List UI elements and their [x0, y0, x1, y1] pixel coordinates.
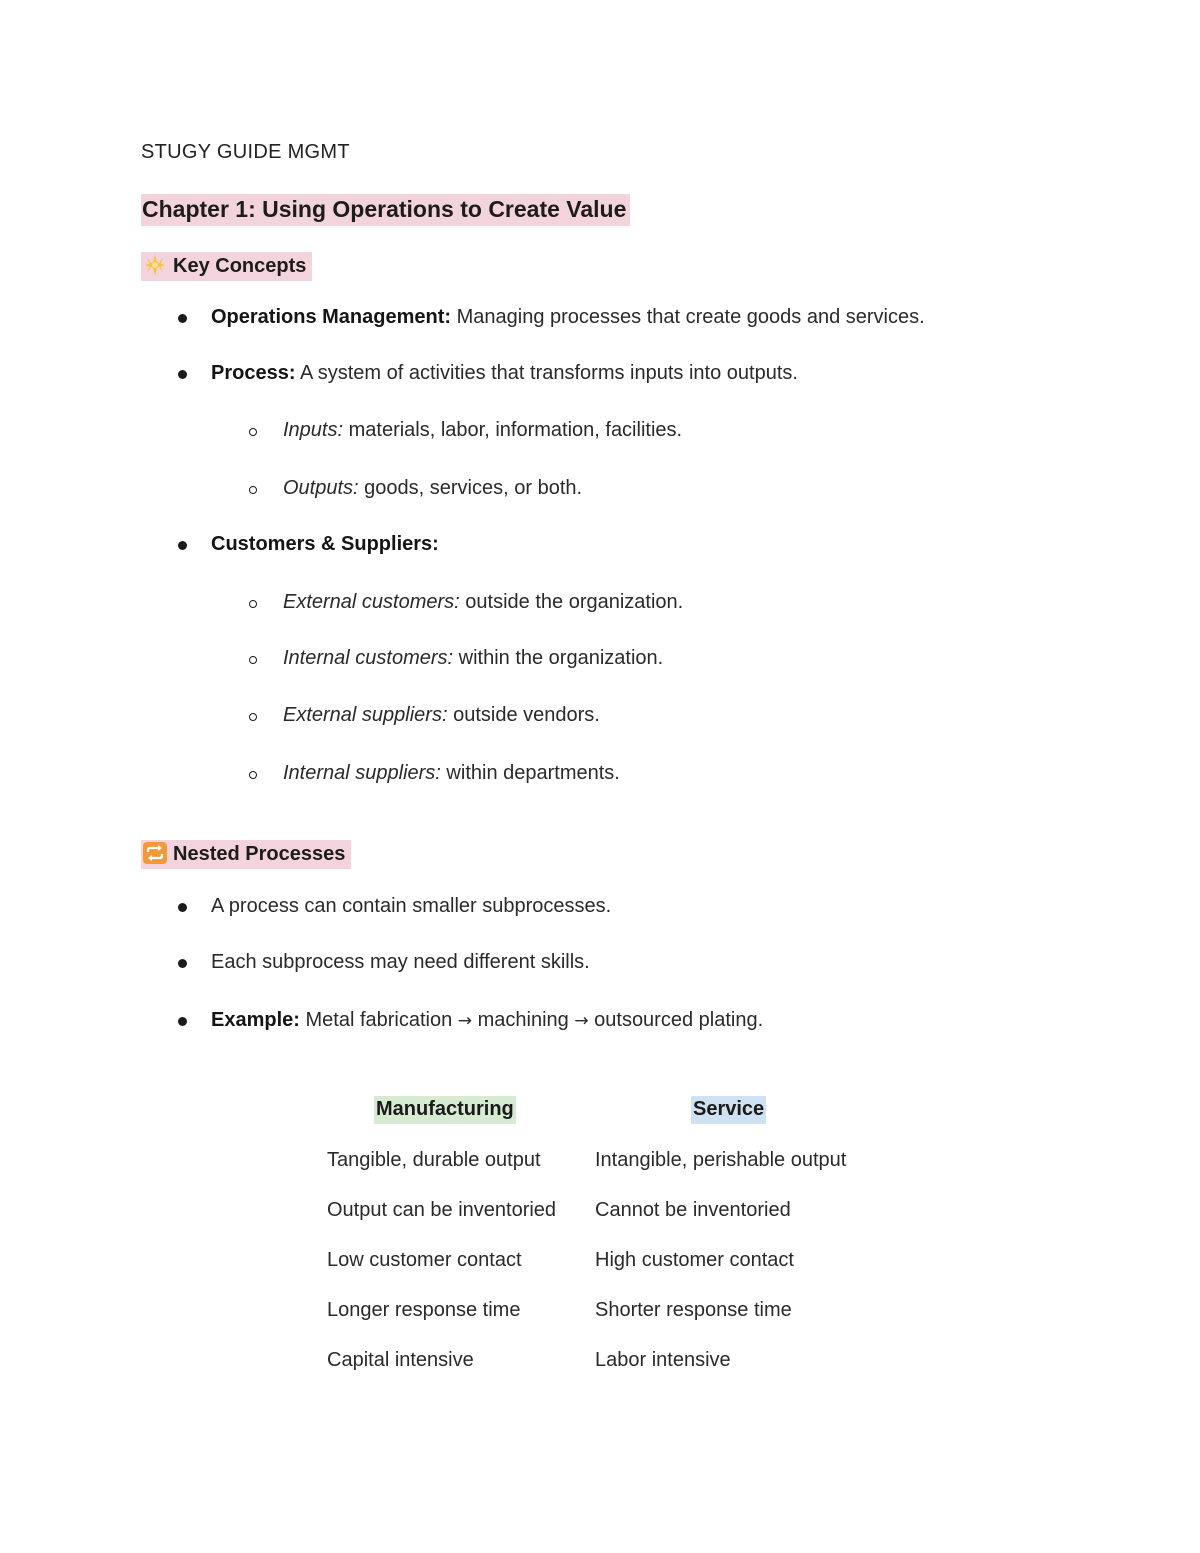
document-title: STUGY GUIDE MGMT: [141, 141, 350, 163]
list-item-skills: Each subprocess may need different skills.: [211, 951, 590, 973]
table-cell: Output can be inventoried: [327, 1199, 557, 1221]
table-cell: Capital intensive: [327, 1349, 474, 1371]
table-cell: Low customer contact: [327, 1249, 522, 1271]
table-cell: Shorter response time: [595, 1299, 792, 1321]
bullet-ring: [249, 771, 257, 779]
list-item-process: Process: A system of activities that transforms inputs into outputs.: [211, 362, 798, 384]
bullet-ring: [249, 656, 257, 664]
table-cell: Intangible, perishable output: [595, 1149, 847, 1171]
bullet-dot: [178, 370, 187, 379]
bullet-dot: [178, 959, 187, 968]
bullet-ring: [249, 713, 257, 721]
list-item-operations-management: Operations Management: Managing processes that create goods and services.: [211, 306, 925, 328]
sub-item-internal-suppliers: Internal suppliers: within departments.: [283, 762, 620, 784]
key-concepts-heading: [141, 252, 312, 281]
table-cell: Labor intensive: [595, 1349, 731, 1371]
bullet-dot: [178, 1017, 187, 1026]
list-item-subprocesses: A process can contain smaller subprocesses.: [211, 895, 612, 917]
table-header-service: Service: [691, 1096, 766, 1124]
right-arrow-icon: →: [457, 1011, 473, 1031]
bullet-ring: [249, 486, 257, 494]
list-item-example: Example: Metal fabrication → machining → outsourced plating.: [211, 1009, 764, 1031]
chapter-heading: Chapter 1: Using Operations to Create Value: [141, 194, 630, 226]
nested-processes-heading-text: Nested Processes: [173, 843, 346, 865]
table-cell: High customer contact: [595, 1249, 794, 1271]
bullet-ring: [249, 428, 257, 436]
sparkle-icon: [143, 254, 167, 276]
table-cell: Cannot be inventoried: [595, 1199, 791, 1221]
table-cell: Tangible, durable output: [327, 1149, 541, 1171]
sub-item-external-suppliers: External suppliers: outside vendors.: [283, 704, 600, 726]
list-item-customers-suppliers: Customers & Suppliers:: [211, 533, 439, 555]
table-header-manufacturing: Manufacturing: [374, 1096, 516, 1124]
sub-item-outputs: Outputs: goods, services, or both.: [283, 477, 583, 499]
table-cell: Longer response time: [327, 1299, 521, 1321]
bullet-ring: [249, 600, 257, 608]
bullet-dot: [178, 314, 187, 323]
key-concepts-heading-text: Key Concepts: [173, 255, 307, 277]
bullet-dot: [178, 903, 187, 912]
bullet-dot: [178, 541, 187, 550]
sub-item-internal-customers: Internal customers: within the organization.: [283, 647, 664, 669]
repeat-arrows-icon: [143, 842, 167, 864]
sub-item-external-customers: External customers: outside the organization.: [283, 591, 684, 613]
nested-processes-heading: [141, 840, 351, 869]
sub-item-inputs: Inputs: materials, labor, information, facilities.: [283, 419, 683, 441]
right-arrow-icon: →: [574, 1011, 589, 1031]
